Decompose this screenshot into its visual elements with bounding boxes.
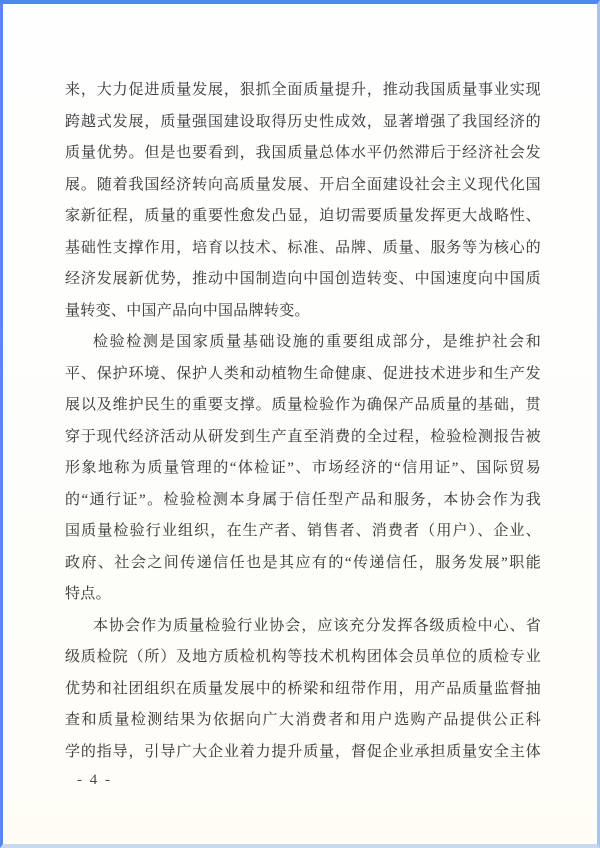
text-line: 来，大力促进质量发展，狠抓全面质量提升，推动我国质量事业实现: [65, 82, 541, 98]
text-line: 量转变、中国产品向中国品牌转变。: [65, 302, 310, 319]
text-line: 级质检院（所）及地方质检机构等技术机构团体会员单位的质检专业: [65, 649, 541, 665]
text-line: 国质量检验行业组织，在生产者、销售者、消费者（用户）、企业、: [65, 523, 541, 539]
text-line: 优势和社团组织在质量发展中的桥梁和纽带作用，用产品质量监督抽: [65, 680, 541, 697]
text-line: 的“通行证”。检验检测本身属于信任型产品和服务，本协会作为我: [65, 491, 541, 508]
text-line: 穿于现代经济活动从研发到生产直至消费的全过程，检验检测报告被: [65, 428, 541, 445]
text-line: 平、保护环境、保护人类和动植物生命健康、促进技术进步和生产发: [65, 365, 541, 382]
text-line: 跨越式发展，质量强国建设取得历史性成效，显著增强了我国经济的: [65, 113, 541, 130]
text-line: 政府、社会之间传递信任也是其应有的“传递信任，服务发展”职能: [65, 554, 541, 571]
text-line: 家新征程，质量的重要性愈发凸显，迫切需要质量发挥更大战略性、: [65, 208, 541, 224]
text-line: 质量优势。但是也要看到，我国质量总体水平仍然滞后于经济社会发: [65, 145, 541, 161]
text-line: 特点。: [65, 586, 111, 602]
text-line: 本协会作为质量检验行业协会，应该充分发挥各级质检中心、省: [93, 617, 541, 634]
text-line: 形象地称为质量管理的“体检证”、市场经济的“信用证”、国际贸易: [65, 460, 541, 476]
page-number: - 4 -: [77, 772, 112, 788]
document-body: [65, 75, 541, 768]
text-line: 经济发展新优势，推动中国制造向中国创造转变、中国速度向中国质: [65, 271, 541, 287]
text-line: 检验检测是国家质量基础设施的重要组成部分，是维护社会和: [93, 334, 541, 350]
text-line: 展。随着我国经济转向高质量发展、开启全面建设社会主义现代化国: [65, 176, 541, 193]
text-line: 基础性支撑作用，培育以技术、标准、品牌、质量、服务等为核心的: [65, 239, 541, 256]
text-line: 学的指导，引导广大企业着力提升质量，督促企业承担质量安全主体: [65, 743, 541, 760]
text-line: 展以及维护民生的重要支撑。质量检验作为确保产品质量的基础，贯: [65, 397, 541, 413]
text-line: 查和质量检测结果为依据向广大消费者和用户选购产品提供公正科: [65, 712, 541, 728]
